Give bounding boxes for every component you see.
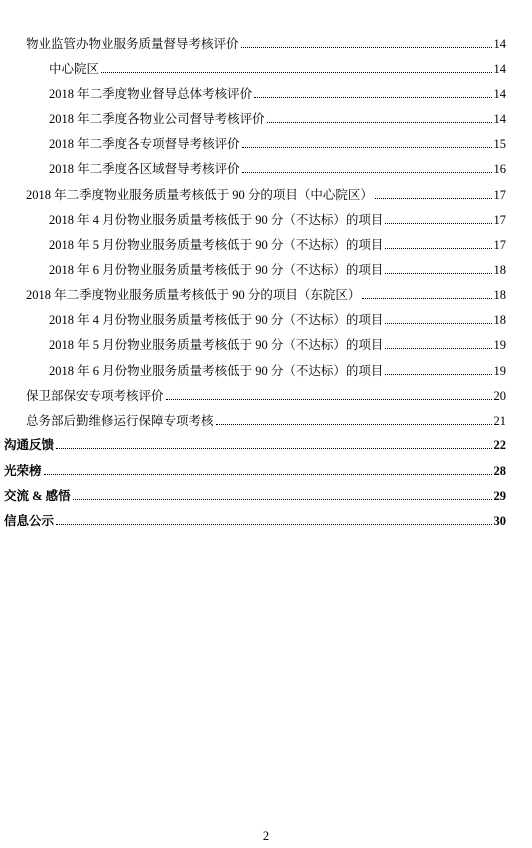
- toc-entry-page: 17: [493, 213, 506, 227]
- toc-entry-label: 2018 年 6 月份物业服务质量考核低于 90 分（不达标）的项目: [49, 263, 384, 277]
- toc-entry[interactable]: [26, 383, 506, 403]
- toc-entry-label: 2018 年二季度物业督导总体考核评价: [49, 87, 253, 101]
- toc-entry-page: 19: [493, 338, 506, 352]
- toc-entry-page: 18: [493, 263, 506, 277]
- dot-leader: [216, 423, 492, 425]
- toc-entry-label: 2018 年二季度各物业公司督导考核评价: [49, 112, 265, 126]
- toc-entry[interactable]: [49, 81, 506, 101]
- dot-leader: [241, 46, 492, 48]
- toc-entry-label: 2018 年 4 月份物业服务质量考核低于 90 分（不达标）的项目: [49, 213, 384, 227]
- toc-entry[interactable]: [4, 458, 506, 478]
- toc-entry-page: 14: [493, 87, 506, 101]
- toc-entry[interactable]: [49, 257, 506, 277]
- dot-leader: [166, 398, 492, 400]
- toc-entry[interactable]: [26, 408, 506, 428]
- toc-entry-page: 14: [493, 62, 506, 76]
- toc-entry[interactable]: [49, 131, 506, 151]
- toc-entry-page: 30: [493, 514, 506, 528]
- dot-leader: [242, 171, 492, 173]
- toc-entry-page: 14: [493, 37, 506, 51]
- toc-entry-label: 信息公示: [4, 514, 55, 528]
- dot-leader: [385, 247, 491, 249]
- toc-entry[interactable]: [49, 156, 506, 176]
- toc-entry[interactable]: [49, 358, 506, 378]
- dot-leader: [385, 347, 491, 349]
- toc-entry-page: 19: [493, 364, 506, 378]
- dot-leader: [44, 473, 492, 475]
- toc-entry-page: 14: [493, 112, 506, 126]
- dot-leader: [375, 197, 492, 199]
- toc-entry-page: 18: [493, 313, 506, 327]
- toc-entry-label: 中心院区: [49, 62, 100, 76]
- toc-entry-page: 29: [493, 489, 506, 503]
- toc-entry-label: 光荣榜: [4, 464, 42, 478]
- dot-leader: [385, 272, 491, 274]
- toc-entry-label: 总务部后勤维修运行保障专项考核: [26, 414, 214, 428]
- toc-entry-label: 2018 年 5 月份物业服务质量考核低于 90 分（不达标）的项目: [49, 338, 384, 352]
- page-number: 2: [262, 829, 270, 843]
- toc-entry-page: 21: [493, 414, 506, 428]
- dot-leader: [242, 146, 492, 148]
- dot-leader: [362, 297, 491, 299]
- toc-entry-label: 2018 年 5 月份物业服务质量考核低于 90 分（不达标）的项目: [49, 238, 384, 252]
- toc-entry[interactable]: [4, 432, 506, 452]
- toc-entry-label: 2018 年二季度各专项督导考核评价: [49, 137, 240, 151]
- toc-entry-page: 28: [493, 464, 506, 478]
- toc-entry[interactable]: [49, 307, 506, 327]
- toc-entry[interactable]: [49, 332, 506, 352]
- toc-entry-label: 交流 & 感悟: [4, 489, 71, 503]
- dot-leader: [56, 447, 491, 449]
- toc-entry-page: 15: [493, 137, 506, 151]
- toc-entry-label: 沟通反馈: [4, 438, 55, 452]
- toc-entry-page: 22: [493, 438, 506, 452]
- dot-leader: [385, 322, 491, 324]
- toc-entry[interactable]: [49, 232, 506, 252]
- dot-leader: [254, 96, 491, 98]
- toc-entry-label: 物业监管办物业服务质量督导考核评价: [26, 37, 239, 51]
- dot-leader: [385, 373, 491, 375]
- toc-entry[interactable]: [26, 182, 506, 202]
- toc-entry-label: 2018 年二季度各区域督导考核评价: [49, 162, 240, 176]
- toc-entry-page: 17: [493, 188, 506, 202]
- toc-entry-page: 20: [493, 389, 506, 403]
- dot-leader: [267, 121, 492, 123]
- toc-entry[interactable]: [49, 106, 506, 126]
- dot-leader: [385, 222, 491, 224]
- toc-entry-label: 2018 年 6 月份物业服务质量考核低于 90 分（不达标）的项目: [49, 364, 384, 378]
- toc-entry[interactable]: [49, 207, 506, 227]
- toc-entry-page: 18: [493, 288, 506, 302]
- toc-entry-page: 16: [493, 162, 506, 176]
- toc-entry[interactable]: [26, 31, 506, 51]
- toc-entry-label: 2018 年 4 月份物业服务质量考核低于 90 分（不达标）的项目: [49, 313, 384, 327]
- toc-entry-label: 2018 年二季度物业服务质量考核低于 90 分的项目（中心院区）: [26, 188, 373, 202]
- dot-leader: [56, 523, 491, 525]
- toc-entry[interactable]: [4, 483, 506, 503]
- toc-entry[interactable]: [4, 508, 506, 528]
- toc-entry-label: 2018 年二季度物业服务质量考核低于 90 分的项目（东院区）: [26, 288, 361, 302]
- dot-leader: [73, 498, 492, 500]
- toc-entry[interactable]: [26, 282, 506, 302]
- toc-entry-label: 保卫部保安专项考核评价: [26, 389, 164, 403]
- dot-leader: [101, 71, 491, 73]
- toc-entry-page: 17: [493, 238, 506, 252]
- toc-entry[interactable]: [49, 56, 506, 76]
